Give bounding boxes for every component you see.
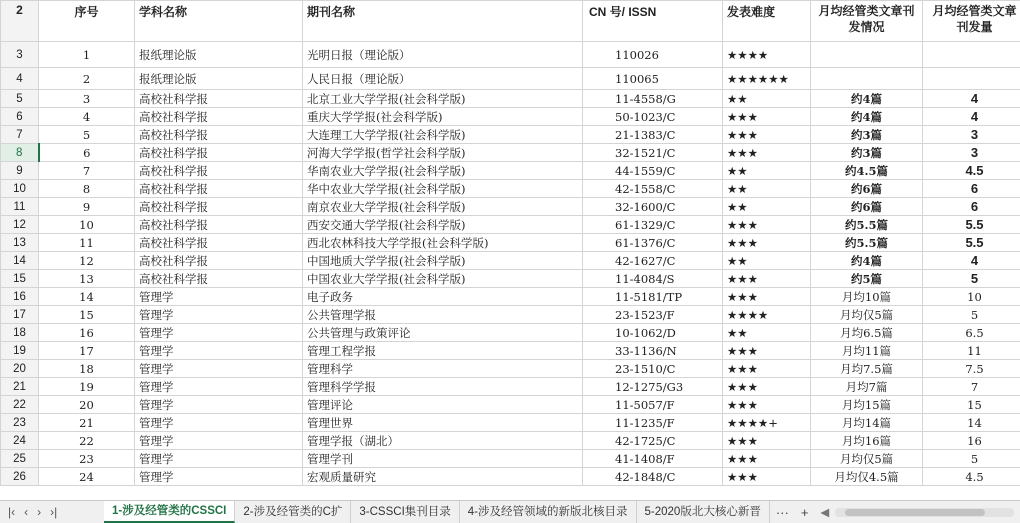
difficulty-cell[interactable]: ★★★★+ [723, 414, 811, 432]
journal-cell[interactable]: 河海大学学报(哲学社会科学版) [303, 144, 583, 162]
cn-cell[interactable]: 11-5057/F [583, 396, 723, 414]
monthly-volume-cell[interactable]: 11 [923, 342, 1020, 360]
monthly-volume-cell[interactable]: 5 [923, 450, 1020, 468]
row-number[interactable]: 20 [1, 360, 39, 378]
cn-cell[interactable]: 110065 [583, 68, 723, 90]
seq-cell[interactable]: 18 [39, 360, 135, 378]
subject-cell[interactable]: 高校社科学报 [135, 252, 303, 270]
header-monthly-volume[interactable]: 月均经管类文章刊发量 [923, 1, 1020, 42]
table-row [1, 360, 1020, 378]
monthly-volume-cell[interactable]: 10 [923, 288, 1020, 306]
row-number[interactable]: 26 [1, 468, 39, 486]
seq-cell[interactable]: 19 [39, 378, 135, 396]
add-sheet-icon[interactable]: + [795, 505, 815, 520]
subject-cell[interactable]: 管理学 [135, 378, 303, 396]
cn-cell[interactable]: 23-1523/F [583, 306, 723, 324]
subject-cell[interactable]: 高校社科学报 [135, 162, 303, 180]
avg-month-cell[interactable]: 约5.5篇 [811, 216, 923, 234]
subject-cell[interactable]: 管理学 [135, 306, 303, 324]
table-row [1, 126, 1020, 144]
prev-sheet-icon[interactable]: ‹ [24, 505, 28, 519]
avg-month-cell[interactable]: 月均14篇 [811, 414, 923, 432]
difficulty-cell[interactable]: ★★★ [723, 468, 811, 486]
scroll-thumb[interactable] [845, 509, 985, 516]
subject-cell[interactable]: 报纸理论版 [135, 68, 303, 90]
avg-month-cell[interactable]: 约4篇 [811, 90, 923, 108]
cn-cell[interactable]: 61-1376/C [583, 234, 723, 252]
difficulty-cell[interactable]: ★★★ [723, 234, 811, 252]
avg-month-cell[interactable]: 约3篇 [811, 144, 923, 162]
journal-cell[interactable]: 人民日报（理论版） [303, 68, 583, 90]
seq-cell[interactable]: 15 [39, 306, 135, 324]
seq-cell[interactable]: 3 [39, 90, 135, 108]
difficulty-cell[interactable]: ★★★ [723, 288, 811, 306]
avg-month-cell[interactable] [811, 42, 923, 68]
header-subject[interactable]: 学科名称 [135, 1, 303, 42]
journal-cell[interactable]: 重庆大学学报(社会科学版) [303, 108, 583, 126]
first-sheet-icon[interactable]: |‹ [8, 505, 15, 519]
table-row [1, 270, 1020, 288]
row-number[interactable]: 4 [1, 68, 39, 90]
subject-cell[interactable]: 高校社科学报 [135, 108, 303, 126]
row-number[interactable]: 17 [1, 306, 39, 324]
seq-cell[interactable]: 16 [39, 324, 135, 342]
header-row [1, 1, 1020, 42]
difficulty-cell[interactable]: ★★★ [723, 378, 811, 396]
sheet-tab-bar [0, 500, 1020, 523]
monthly-volume-cell[interactable]: 4.5 [923, 468, 1020, 486]
table-row [1, 378, 1020, 396]
monthly-volume-cell[interactable]: 15 [923, 396, 1020, 414]
seq-cell[interactable]: 14 [39, 288, 135, 306]
row-number[interactable]: 14 [1, 252, 39, 270]
subject-cell[interactable]: 管理学 [135, 396, 303, 414]
row-number[interactable]: 21 [1, 378, 39, 396]
difficulty-cell[interactable]: ★★ [723, 252, 811, 270]
table-row [1, 252, 1020, 270]
seq-cell[interactable]: 7 [39, 162, 135, 180]
row-number[interactable]: 10 [1, 180, 39, 198]
row-number[interactable]: 11 [1, 198, 39, 216]
subject-cell[interactable]: 管理学 [135, 288, 303, 306]
row-number[interactable]: 24 [1, 432, 39, 450]
monthly-volume-cell[interactable]: 4.5 [923, 162, 1020, 180]
journal-cell[interactable]: 管理世界 [303, 414, 583, 432]
cn-cell[interactable]: 11-5181/TP [583, 288, 723, 306]
journal-cell[interactable]: 管理科学学报 [303, 378, 583, 396]
avg-month-cell[interactable]: 月均仅4.5篇 [811, 468, 923, 486]
journal-cell[interactable]: 西北农林科技大学学报(社会科学版) [303, 234, 583, 252]
monthly-volume-cell[interactable]: 5.5 [923, 234, 1020, 252]
cn-cell[interactable]: 12-1275/G3 [583, 378, 723, 396]
table-row [1, 198, 1020, 216]
monthly-volume-cell[interactable]: 4 [923, 252, 1020, 270]
journal-cell[interactable]: 西安交通大学学报(社会科学版) [303, 216, 583, 234]
seq-cell[interactable]: 1 [39, 42, 135, 68]
avg-month-cell[interactable]: 月均6.5篇 [811, 324, 923, 342]
cn-cell[interactable]: 32-1600/C [583, 198, 723, 216]
table-row [1, 216, 1020, 234]
cn-cell[interactable]: 33-1136/N [583, 342, 723, 360]
subject-cell[interactable]: 管理学 [135, 450, 303, 468]
row-number[interactable]: 18 [1, 324, 39, 342]
journal-cell[interactable]: 管理科学 [303, 360, 583, 378]
difficulty-cell[interactable]: ★★★ [723, 432, 811, 450]
row-number[interactable]: 6 [1, 108, 39, 126]
cn-cell[interactable]: 21-1383/C [583, 126, 723, 144]
journal-cell[interactable]: 北京工业大学学报(社会科学版) [303, 90, 583, 108]
cn-cell[interactable]: 61-1329/C [583, 216, 723, 234]
avg-month-cell[interactable]: 月均10篇 [811, 288, 923, 306]
difficulty-cell[interactable]: ★★★★★★ [723, 68, 811, 90]
subject-cell[interactable]: 高校社科学报 [135, 180, 303, 198]
monthly-volume-cell[interactable]: 6 [923, 198, 1020, 216]
journal-cell[interactable]: 管理学刊 [303, 450, 583, 468]
cn-cell[interactable]: 11-1235/F [583, 414, 723, 432]
subject-cell[interactable]: 高校社科学报 [135, 216, 303, 234]
difficulty-cell[interactable]: ★★★ [723, 108, 811, 126]
row-number[interactable]: 2 [1, 1, 39, 42]
journal-cell[interactable]: 大连理工大学学报(社会科学版) [303, 126, 583, 144]
scroll-track[interactable] [835, 508, 1014, 517]
row-number[interactable]: 25 [1, 450, 39, 468]
monthly-volume-cell[interactable]: 3 [923, 126, 1020, 144]
monthly-volume-cell[interactable]: 4 [923, 108, 1020, 126]
seq-cell[interactable]: 11 [39, 234, 135, 252]
table-row [1, 468, 1020, 486]
table-row [1, 180, 1020, 198]
sheet-nav [0, 505, 104, 519]
monthly-volume-cell[interactable]: 7 [923, 378, 1020, 396]
subject-cell[interactable]: 管理学 [135, 324, 303, 342]
monthly-volume-cell[interactable]: 7.5 [923, 360, 1020, 378]
cn-cell[interactable]: 41-1408/F [583, 450, 723, 468]
subject-cell[interactable]: 高校社科学报 [135, 144, 303, 162]
difficulty-cell[interactable]: ★★ [723, 198, 811, 216]
difficulty-cell[interactable]: ★★★ [723, 216, 811, 234]
journal-cell[interactable]: 管理学报（湖北） [303, 432, 583, 450]
avg-month-cell[interactable]: 约6篇 [811, 180, 923, 198]
seq-cell[interactable]: 22 [39, 432, 135, 450]
horizontal-scrollbar[interactable] [814, 505, 1020, 519]
difficulty-cell[interactable]: ★★ [723, 162, 811, 180]
monthly-volume-cell[interactable]: 4 [923, 90, 1020, 108]
avg-month-cell[interactable]: 月均仅5篇 [811, 306, 923, 324]
journal-cell[interactable]: 南京农业大学学报(社会科学版) [303, 198, 583, 216]
avg-month-cell[interactable]: 月均7.5篇 [811, 360, 923, 378]
difficulty-cell[interactable]: ★★ [723, 90, 811, 108]
difficulty-cell[interactable]: ★★★ [723, 270, 811, 288]
last-sheet-icon[interactable]: ›| [50, 505, 57, 519]
monthly-volume-cell[interactable] [923, 42, 1020, 68]
table-row [1, 234, 1020, 252]
subject-cell[interactable]: 管理学 [135, 342, 303, 360]
subject-cell[interactable]: 高校社科学报 [135, 126, 303, 144]
journal-cell[interactable]: 华中农业大学学报(社会科学版) [303, 180, 583, 198]
cn-cell[interactable]: 50-1023/C [583, 108, 723, 126]
seq-cell[interactable]: 17 [39, 342, 135, 360]
monthly-volume-cell[interactable]: 5 [923, 270, 1020, 288]
difficulty-cell[interactable]: ★★★ [723, 342, 811, 360]
cn-cell[interactable]: 11-4084/S [583, 270, 723, 288]
seq-cell[interactable]: 6 [39, 144, 135, 162]
avg-month-cell[interactable]: 月均11篇 [811, 342, 923, 360]
difficulty-cell[interactable]: ★★★ [723, 396, 811, 414]
monthly-volume-cell[interactable]: 5.5 [923, 216, 1020, 234]
difficulty-cell[interactable]: ★★★★ [723, 306, 811, 324]
cn-cell[interactable]: 42-1848/C [583, 468, 723, 486]
monthly-volume-cell[interactable]: 14 [923, 414, 1020, 432]
monthly-volume-cell[interactable]: 3 [923, 144, 1020, 162]
avg-month-cell[interactable]: 约4篇 [811, 108, 923, 126]
cn-cell[interactable]: 32-1521/C [583, 144, 723, 162]
seq-cell[interactable]: 5 [39, 126, 135, 144]
cn-cell[interactable]: 110026 [583, 42, 723, 68]
journal-cell[interactable]: 光明日报（理论版） [303, 42, 583, 68]
difficulty-cell[interactable]: ★★ [723, 324, 811, 342]
more-tabs-icon[interactable]: ··· [770, 505, 795, 520]
seq-cell[interactable]: 20 [39, 396, 135, 414]
monthly-volume-cell[interactable]: 5 [923, 306, 1020, 324]
scroll-left-icon[interactable]: ◀ [820, 505, 829, 519]
subject-cell[interactable]: 管理学 [135, 432, 303, 450]
seq-cell[interactable]: 12 [39, 252, 135, 270]
seq-cell[interactable]: 8 [39, 180, 135, 198]
difficulty-cell[interactable]: ★★★★ [723, 42, 811, 68]
journal-cell[interactable]: 电子政务 [303, 288, 583, 306]
subject-cell[interactable]: 管理学 [135, 360, 303, 378]
cn-cell[interactable]: 42-1627/C [583, 252, 723, 270]
tab-sheet-4[interactable]: 4-涉及经管领域的新版北核目录 [460, 501, 637, 523]
journal-cell[interactable]: 中国农业大学学报(社会科学版) [303, 270, 583, 288]
monthly-volume-cell[interactable]: 16 [923, 432, 1020, 450]
tab-sheet-1[interactable]: 1-涉及经管类的CSSCI [104, 501, 235, 523]
cn-cell[interactable]: 11-4558/G [583, 90, 723, 108]
subject-cell[interactable]: 高校社科学报 [135, 90, 303, 108]
cn-cell[interactable]: 44-1559/C [583, 162, 723, 180]
row-number[interactable]: 19 [1, 342, 39, 360]
subject-cell[interactable]: 管理学 [135, 414, 303, 432]
cn-cell[interactable]: 23-1510/C [583, 360, 723, 378]
row-number[interactable]: 12 [1, 216, 39, 234]
table-row [1, 342, 1020, 360]
avg-month-cell[interactable]: 约4.5篇 [811, 162, 923, 180]
row-number[interactable]: 7 [1, 126, 39, 144]
avg-month-cell[interactable]: 月均15篇 [811, 396, 923, 414]
seq-cell[interactable]: 4 [39, 108, 135, 126]
seq-cell[interactable]: 2 [39, 68, 135, 90]
subject-cell[interactable]: 报纸理论版 [135, 42, 303, 68]
avg-month-cell[interactable]: 月均16篇 [811, 432, 923, 450]
avg-month-cell[interactable]: 月均7篇 [811, 378, 923, 396]
header-cn[interactable]: CN 号/ ISSN [583, 1, 723, 42]
avg-month-cell[interactable]: 月均仅5篇 [811, 450, 923, 468]
avg-month-cell[interactable]: 约5.5篇 [811, 234, 923, 252]
journal-cell[interactable]: 管理评论 [303, 396, 583, 414]
journal-cell[interactable]: 宏观质量研究 [303, 468, 583, 486]
monthly-volume-cell[interactable]: 6 [923, 180, 1020, 198]
table-row [1, 324, 1020, 342]
difficulty-cell[interactable]: ★★★ [723, 126, 811, 144]
row-number[interactable]: 3 [1, 42, 39, 68]
table-row [1, 288, 1020, 306]
table-row [1, 450, 1020, 468]
header-difficulty[interactable]: 发表难度 [723, 1, 811, 42]
table-row [1, 108, 1020, 126]
difficulty-cell[interactable]: ★★★ [723, 450, 811, 468]
avg-month-cell[interactable]: 约5篇 [811, 270, 923, 288]
table-row [1, 306, 1020, 324]
difficulty-cell[interactable]: ★★ [723, 180, 811, 198]
seq-cell[interactable]: 9 [39, 198, 135, 216]
difficulty-cell[interactable]: ★★★ [723, 360, 811, 378]
tab-sheet-5[interactable]: 5-2020版北大核心新晋 [637, 501, 770, 523]
row-number[interactable]: 9 [1, 162, 39, 180]
subject-cell[interactable]: 管理学 [135, 468, 303, 486]
row-number[interactable]: 8 [1, 144, 39, 162]
avg-month-cell[interactable] [811, 68, 923, 90]
subject-cell[interactable]: 高校社科学报 [135, 234, 303, 252]
row-number[interactable]: 23 [1, 414, 39, 432]
avg-month-cell[interactable]: 约6篇 [811, 198, 923, 216]
cn-cell[interactable]: 42-1725/C [583, 432, 723, 450]
tab-sheet-2[interactable]: 2-涉及经管类的C扩 [235, 501, 351, 523]
table-row [1, 90, 1020, 108]
seq-cell[interactable]: 10 [39, 216, 135, 234]
table-row [1, 432, 1020, 450]
monthly-volume-cell[interactable]: 6.5 [923, 324, 1020, 342]
journal-cell[interactable]: 华南农业大学学报(社会科学版) [303, 162, 583, 180]
difficulty-cell[interactable]: ★★★ [723, 144, 811, 162]
row-number[interactable]: 5 [1, 90, 39, 108]
seq-cell[interactable]: 23 [39, 450, 135, 468]
next-sheet-icon[interactable]: › [37, 505, 41, 519]
cn-cell[interactable]: 42-1558/C [583, 180, 723, 198]
table-row [1, 42, 1020, 68]
cn-cell[interactable]: 10-1062/D [583, 324, 723, 342]
seq-cell[interactable]: 24 [39, 468, 135, 486]
journal-cell[interactable]: 公共管理学报 [303, 306, 583, 324]
journal-cell[interactable]: 公共管理与政策评论 [303, 324, 583, 342]
seq-cell[interactable]: 13 [39, 270, 135, 288]
table-row [1, 162, 1020, 180]
row-number[interactable]: 15 [1, 270, 39, 288]
journal-cell[interactable]: 中国地质大学学报(社会科学版) [303, 252, 583, 270]
header-journal[interactable]: 期刊名称 [303, 1, 583, 42]
row-number[interactable]: 16 [1, 288, 39, 306]
row-number[interactable]: 22 [1, 396, 39, 414]
seq-cell[interactable]: 21 [39, 414, 135, 432]
monthly-volume-cell[interactable] [923, 68, 1020, 90]
avg-month-cell[interactable]: 约3篇 [811, 126, 923, 144]
table-row [1, 414, 1020, 432]
journal-cell[interactable]: 管理工程学报 [303, 342, 583, 360]
subject-cell[interactable]: 高校社科学报 [135, 198, 303, 216]
table-row [1, 68, 1020, 90]
row-number[interactable]: 13 [1, 234, 39, 252]
table-row [1, 144, 1020, 162]
avg-month-cell[interactable]: 约4篇 [811, 252, 923, 270]
subject-cell[interactable]: 高校社科学报 [135, 270, 303, 288]
tab-sheet-3[interactable]: 3-CSSCI集刊目录 [351, 501, 459, 523]
header-avg-month[interactable]: 月均经管类文章刊发情况 [811, 1, 923, 42]
table-row [1, 396, 1020, 414]
header-seq[interactable]: 序号 [39, 1, 135, 42]
